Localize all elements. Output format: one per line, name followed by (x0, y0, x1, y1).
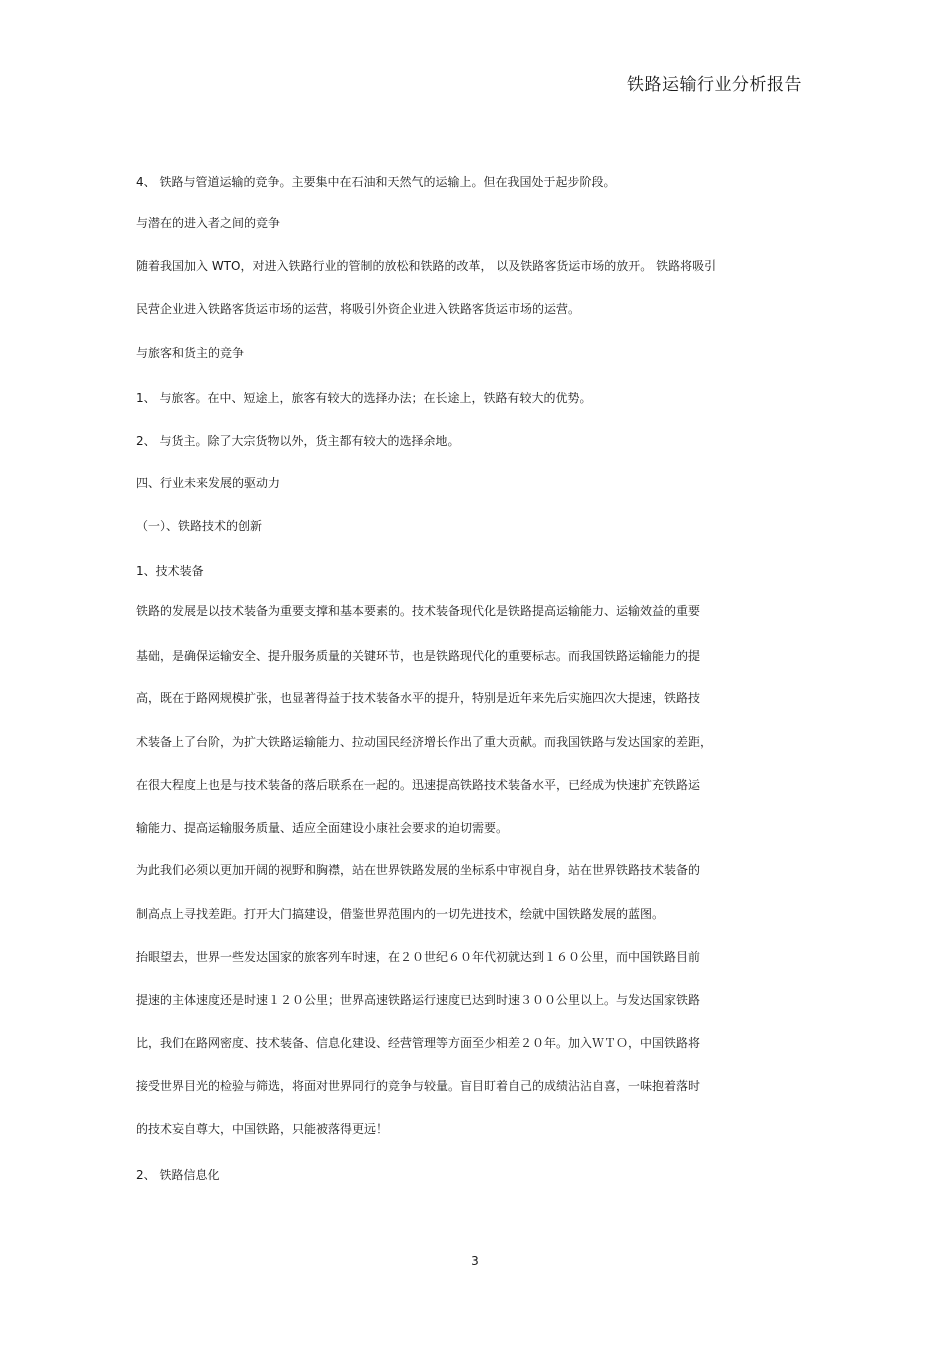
section-heading: 1、技术装备 (136, 564, 204, 578)
body-line: 比，我们在路网密度、技术装备、信息化建设、经营管理等方面至少相差２０年。加入ＷＴＯ，中国铁路将 (136, 1036, 701, 1050)
body-line: 提速的主体速度还是时速１２０公里；世界高速铁路运行速度已达到时速３００公里以上。与发达国家铁路 (136, 993, 701, 1007)
section-heading: 与旅客和货主的竞争 (136, 346, 245, 360)
body-line: 术装备上了台阶，为扩大铁路运输能力、拉动国民经济增长作出了重大贡献。而我国铁路与发达国家的差距， (136, 735, 713, 749)
body-line: 的技术妄自尊大，中国铁路，只能被落得更远！ (136, 1122, 389, 1136)
body-line: 为此我们必须以更加开阔的视野和胸襟，站在世界铁路发展的坐标系中审视自身，站在世界铁路技术装备的 (136, 863, 701, 877)
body-line: 4、 铁路与管道运输的竞争。主要集中在石油和天然气的运输上。但在我国处于起步阶段。 (136, 175, 616, 189)
page-number: 3 (471, 1254, 479, 1268)
body-line: 接受世界目光的检验与筛选，将面对世界同行的竞争与较量。盲目盯着自己的成绩沾沾自喜，一味抱着落时 (136, 1079, 701, 1093)
page-header-title: 铁路运输行业分析报告 (627, 75, 802, 95)
body-line: 制高点上寻找差距。打开大门搞建设，借鉴世界范围内的一切先进技术，绘就中国铁路发展的蓝图。 (136, 907, 665, 921)
section-heading: 与潜在的进入者之间的竞争 (136, 216, 281, 230)
body-line: 铁路的发展是以技术装备为重要支撑和基本要素的。技术装备现代化是铁路提高运输能力、运输效益的重要 (136, 604, 701, 618)
body-line: 在很大程度上也是与技术装备的落后联系在一起的。迅速提高铁路技术装备水平，已经成为快速扩充铁路运 (136, 778, 701, 792)
section-heading: 2、 铁路信息化 (136, 1168, 220, 1182)
body-line: 基础，是确保运输安全、提升服务质量的关键环节，也是铁路现代化的重要标志。而我国铁路运输能力的提 (136, 649, 701, 663)
body-line: 2、 与货主。除了大宗货物以外，货主都有较大的选择余地。 (136, 434, 460, 448)
section-heading: （一）、铁路技术的创新 (136, 519, 263, 533)
body-line: 民营企业进入铁路客货运市场的运营，将吸引外资企业进入铁路客货运市场的运营。 (136, 302, 581, 316)
body-line: 高，既在于路网规模扩张，也显著得益于技术装备水平的提升，特别是近年来先后实施四次大提速，铁路技 (136, 691, 701, 705)
body-line: 输能力、提高运输服务质量、适应全面建设小康社会要求的迫切需要。 (136, 821, 509, 835)
body-line: 1、 与旅客。在中、短途上，旅客有较大的选择办法；在长途上，铁路有较大的优势。 (136, 391, 592, 405)
body-line: 抬眼望去，世界一些发达国家的旅客列车时速，在２０世纪６０年代初就达到１６０公里，而中国铁路目前 (136, 950, 701, 964)
body-line: 随着我国加入 WTO，对进入铁路行业的管制的放松和铁路的改革， 以及铁路客货运市场的放开。 铁路将吸引 (136, 259, 717, 273)
section-heading: 四、行业未来发展的驱动力 (136, 476, 281, 490)
